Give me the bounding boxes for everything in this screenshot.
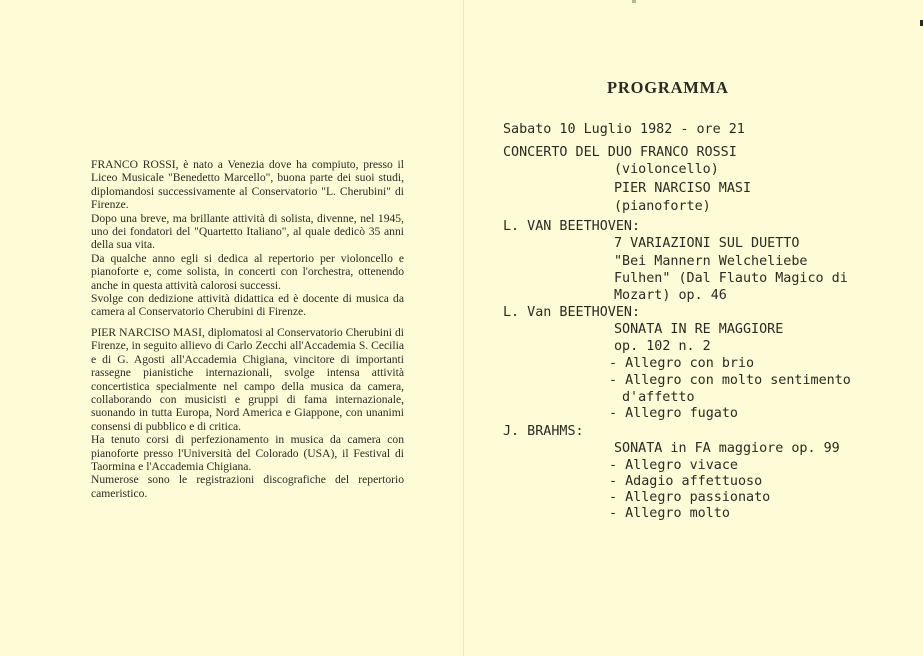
concert-line: CONCERTO DEL DUO FRANCO ROSSI (503, 145, 737, 160)
bio-paragraph: Dopo una breve, ma brillante attività di solista, divenne, nel 1945, uno dei fondatori del "Quartetto Italiano", al quale dedicò 35 anni della sua vita. (91, 211, 404, 252)
movement-line: - Allegro passionato (609, 490, 771, 505)
bio-paragraph: FRANCO ROSSI, è nato a Venezia dove ha compiuto, presso il Liceo Musicale "Benedetto Marcello", buona parte dei suoi studi, diplomandosi successivamente al Conservatorio "L. Cherubini" di Firenze. (91, 158, 404, 212)
bio-paragraph: Numerose sono le registrazioni discografiche del repertorio cameristico. (91, 473, 404, 500)
bio-paragraph: Da qualche anno egli si dedica al repertorio per violoncello e pianoforte e, come solista, in concerti con l'orchestra, ottenendo anche in questa attività calorosi successi. (91, 251, 404, 292)
performer-role: (pianoforte) (614, 199, 711, 214)
composer-heading: L. Van BEETHOVEN: (503, 305, 641, 320)
performer-role: (violoncello) (614, 162, 719, 177)
movement-line: - Adagio affettuoso (609, 474, 763, 489)
work-line: "Bei Mannern Welcheliebe (614, 254, 808, 269)
date-line: Sabato 10 Luglio 1982 - ore 21 (503, 122, 745, 137)
movement-line: d'affetto (622, 390, 695, 405)
movement-line: - Allegro fugato (609, 406, 738, 421)
work-line: Fulhen" (Dal Flauto Magico di (614, 271, 848, 286)
movement-line: - Allegro molto (609, 506, 730, 521)
page-fold-line (463, 0, 464, 656)
bio-paragraph: Svolge con dedizione attività didattica ed è docente di musica da camera al Conservatorio Cherubini di Firenze. (91, 292, 404, 319)
movement-line: - Allegro con brio (609, 356, 755, 371)
programme-title: PROGRAMMA (607, 78, 729, 97)
movement-line: - Allegro con molto sentimento (609, 373, 851, 388)
bio-paragraph: Ha tenuto corsi di perfezionamento in musica da camera con pianoforte presso l'Università del Colorado (USA), il Festival di Taormina e l'Accademia Chigiana. (91, 433, 404, 473)
print-mark (632, 0, 636, 3)
bio-paragraph: PIER NARCISO MASI, diplomatosi al Conservatorio Cherubini di Firenze, in seguito allievo di Carlo Zecchi all'Accademia S. Cecilia e di G. Agosti all'Accademia Chigiana, vincitore di importanti rassegne pianistiche internazionali, svolge intensa attività concertistica specialmente nel campo della musica da camera, collaborando con musicisti e gruppi di fama internazionale, suonando in tutta Europa, Nord America e Giappone, con unanimi consensi di pubblico e di critica. (91, 325, 404, 433)
movement-line: - Allegro vivace (609, 458, 738, 473)
biography-column (91, 158, 404, 500)
work-line: SONATA in FA maggiore op. 99 (614, 441, 840, 456)
work-line: SONATA IN RE MAGGIORE (614, 322, 784, 337)
performer-name: PIER NARCISO MASI (614, 181, 752, 196)
composer-heading: L. VAN BEETHOVEN: (503, 219, 641, 234)
work-line: Mozart) op. 46 (614, 288, 727, 303)
work-line: op. 102 n. 2 (614, 339, 711, 354)
work-line: 7 VARIAZIONI SUL DUETTO (614, 236, 800, 251)
composer-heading: J. BRAHMS: (503, 424, 584, 439)
